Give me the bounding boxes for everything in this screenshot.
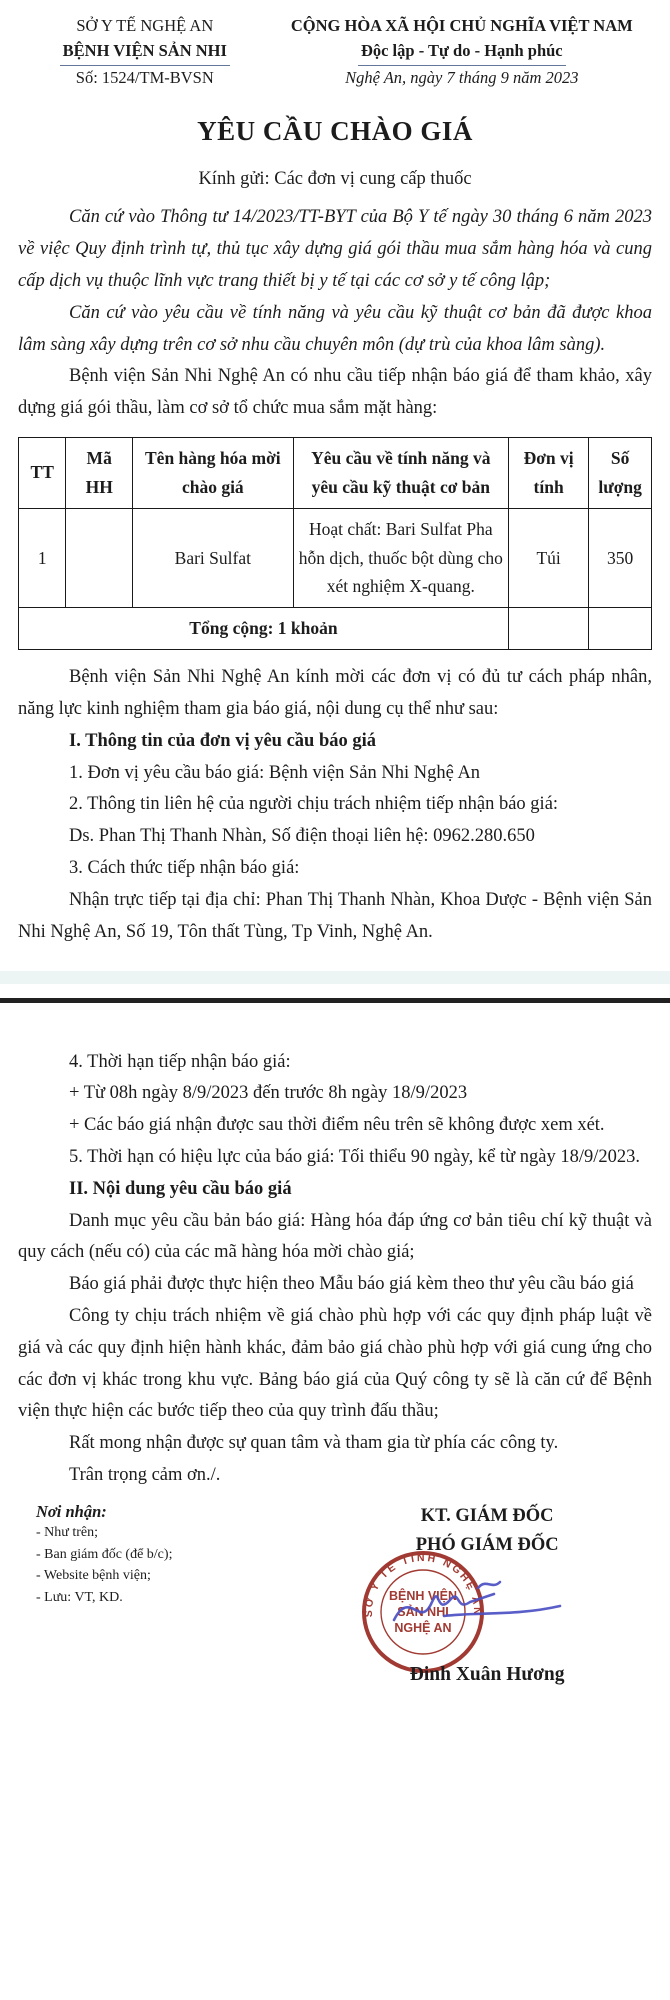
cell-yeu-cau: Hoạt chất: Bari Sulfat Pha hỗn dịch, thuốc bột dùng cho xét nghiệm X-quang. <box>293 508 508 608</box>
cell-don-vi-tinh: Túi <box>508 508 588 608</box>
col-header-don-vi-tinh: Đơn vị tính <box>508 437 588 508</box>
cell-ma-hh <box>66 508 132 608</box>
recipients-label: Nơi nhận: <box>36 1501 107 1521</box>
recipient-item: - Website bệnh viện; <box>36 1568 151 1584</box>
page-break-band <box>0 971 670 984</box>
page-1-body <box>0 202 670 948</box>
signer-title-2: PHÓ GIÁM ĐỐC <box>415 1534 559 1555</box>
recipient-item: - Lưu: VT, KD. <box>36 1589 123 1605</box>
signer-name: Đinh Xuân Hương <box>409 1663 565 1685</box>
signer-title-1: KT. GIÁM ĐỐC <box>420 1505 554 1526</box>
national-block <box>272 14 652 90</box>
section-1-item-5: 5. Thời hạn có hiệu lực của báo giá: Tối thiểu 90 ngày, kể từ ngày 18/9/2023. <box>69 1146 641 1167</box>
section-1-item-2: 2. Thông tin liên hệ của người chịu trách nhiệm tiếp nhận báo giá: <box>69 794 559 815</box>
cell-tt: 1 <box>19 508 66 608</box>
contact-person-line: Ds. Phan Thị Thanh Nhàn, Số điện thoại liên hệ: 0962.280.650 <box>69 826 535 847</box>
section-1-item-1: 1. Đơn vị yêu cầu báo giá: Bệnh viện Sản Nhi Nghệ An <box>69 762 481 783</box>
purpose-paragraph: Bệnh viện Sản Nhi Nghệ An có nhu cầu tiếp nhận báo giá để tham khảo, xây dựng giá gói thầu, làm cơ sở tổ chức mua sắm mặt hàng: <box>18 366 652 419</box>
col-header-ma-hh: Mã HH <box>66 437 132 508</box>
date-place-line: Nghệ An, ngày 7 tháng 9 năm 2023 <box>345 67 579 87</box>
deadline-note-line: + Các báo giá nhận được sau thời điểm nêu trên sẽ không được xem xét. <box>69 1115 605 1136</box>
seal-text-line1: BỆNH VIỆN <box>389 1588 458 1603</box>
total-label: Tổng cộng: 1 khoản <box>19 608 509 650</box>
legal-basis-paragraph-2: Căn cứ vào yêu cầu về tính năng và yêu cầu kỹ thuật cơ bản đã được khoa lâm sàng xây dựng trên cơ sở nhu cầu chuyên môn (dự trù của khoa lâm sàng). <box>18 302 652 355</box>
empty-cell <box>589 608 652 650</box>
seal-text-line3: NGHỆ AN <box>394 1620 452 1635</box>
page-2-body <box>0 1003 670 1686</box>
col-header-ten-hang-hoa: Tên hàng hóa mời chào giá <box>132 437 293 508</box>
closing-paragraph: Rất mong nhận được sự quan tâm và tham gia từ phía các công ty. <box>69 1433 559 1454</box>
seal-ring-text: SỞ Y TẾ TỈNH NGHỆ AN <box>363 1551 484 1618</box>
thanks-paragraph: Trân trọng cảm ơn./. <box>69 1465 221 1486</box>
national-motto: Độc lập - Tự do - Hạnh phúc <box>272 39 652 66</box>
page-break-gap <box>0 984 670 998</box>
document-header <box>0 0 670 90</box>
delivery-address-line: Nhận trực tiếp tại địa chỉ: Phan Thị Thanh Nhàn, Khoa Dược - Bệnh viện Sản Nhi Nghệ An, Số 19, Tôn thất Tùng, Tp Vinh, Nghệ An. <box>18 889 652 942</box>
issuer-block <box>18 14 272 90</box>
cell-ten-hang-hoa: Bari Sulfat <box>132 508 293 608</box>
national-title: CỘNG HÒA XÃ HỘI CHỦ NGHĨA VIỆT NAM <box>290 16 633 35</box>
deadline-from-line: + Từ 08h ngày 8/9/2023 đến trước 8h ngày 18/9/2023 <box>69 1083 468 1104</box>
col-header-yeu-cau: Yêu cầu về tính năng và yêu cầu kỹ thuật cơ bản <box>293 437 508 508</box>
salutation: Kính gửi: Các đơn vị cung cấp thuốc <box>198 169 472 190</box>
seal-and-signature-area <box>322 1551 652 1668</box>
document-title: YÊU CẦU CHÀO GIÁ <box>197 116 473 147</box>
signer-block <box>322 1498 652 1686</box>
section-2-heading: II. Nội dung yêu cầu báo giá <box>69 1178 292 1199</box>
document-number: Số: 1524/TM-BVSN <box>75 67 214 87</box>
recipients-block <box>18 1498 322 1686</box>
table-row <box>19 508 652 608</box>
quotation-items-table <box>18 437 652 650</box>
empty-cell <box>508 608 588 650</box>
issuing-department: SỞ Y TẾ NGHỆ AN <box>76 16 214 35</box>
recipient-item: - Như trên; <box>36 1524 99 1540</box>
section-1-heading: I. Thông tin của đơn vị yêu cầu báo giá <box>69 730 377 751</box>
section-2-paragraph-2: Báo giá phải được thực hiện theo Mẫu báo giá kèm theo thư yêu cầu báo giá <box>69 1274 634 1295</box>
col-header-so-luong: Số lượng <box>589 437 652 508</box>
section-2-paragraph-1: Danh mục yêu cầu bản báo giá: Hàng hóa đáp ứng cơ bản tiêu chí kỹ thuật và quy cách (nếu có) của các mã hàng hóa mời chào giá; <box>18 1210 652 1263</box>
hospital-name: BỆNH VIỆN SẢN NHI <box>18 39 272 66</box>
section-1-item-4: 4. Thời hạn tiếp nhận báo giá: <box>69 1051 291 1072</box>
table-total-row <box>19 608 652 650</box>
section-2-paragraph-3: Công ty chịu trách nhiệm về giá chào phù hợp với các quy định pháp luật về giá và các quy định hiện hành khác, đảm bảo giá chào phù hợp với giá cung ứng cho các đơn vị khác trong khu vực. Bảng báo giá của Quý công ty sẽ là căn cứ để Bệnh viện thực hiện các bước tiếp theo của quy trình đấu thầu; <box>18 1306 652 1422</box>
cell-so-luong: 350 <box>589 508 652 608</box>
table-header-row <box>19 437 652 508</box>
col-header-tt: TT <box>19 437 66 508</box>
legal-basis-paragraph-1: Căn cứ vào Thông tư 14/2023/TT-BYT của Bộ Y tế ngày 30 tháng 6 năm 2023 về việc Quy định trình tự, thủ tục xây dựng giá gói thầu mua sắm hàng hóa và cung cấp dịch vụ thuộc lĩnh vực trang thiết bị y tế tại các cơ sở y tế công lập; <box>18 207 652 291</box>
seal-text-line2: SẢN NHI <box>397 1604 450 1619</box>
recipient-item: - Ban giám đốc (để b/c); <box>36 1546 173 1562</box>
signature-footer <box>18 1498 652 1686</box>
invitation-paragraph: Bệnh viện Sản Nhi Nghệ An kính mời các đơn vị có đủ tư cách pháp nhân, năng lực kinh nghiệm tham gia báo giá, nội dung cụ thể như sau: <box>18 667 652 719</box>
section-1-item-3: 3. Cách thức tiếp nhận báo giá: <box>69 858 300 879</box>
